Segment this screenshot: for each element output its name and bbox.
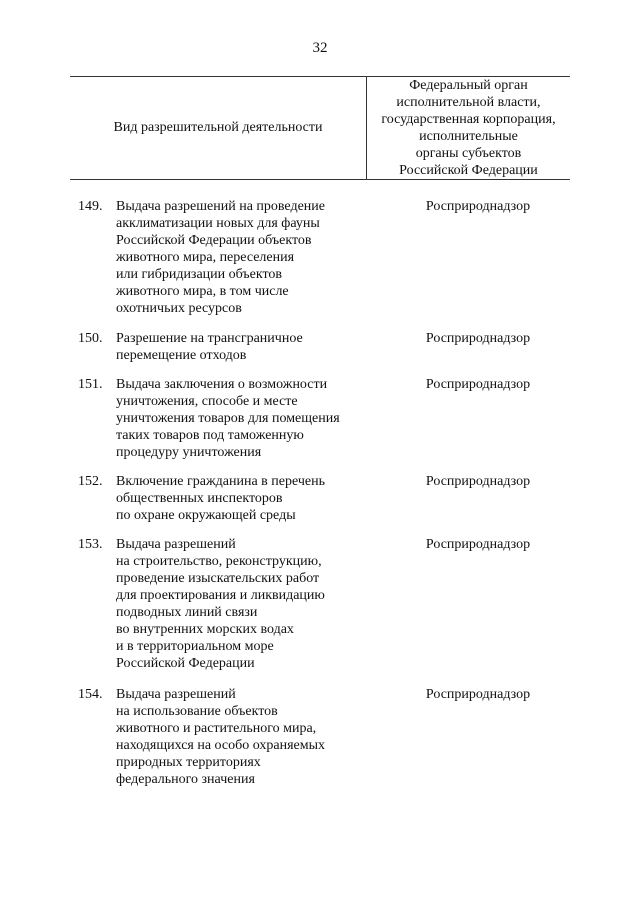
table-row: [78, 536, 578, 686]
page-number: 32: [312, 40, 328, 56]
table-row: [78, 473, 578, 536]
row-activity: Выдача заключения о возможности уничтожения, способе и месте уничтожения товаров для помещения таких товаров под таможенную процедуру уничтожения: [116, 377, 340, 460]
row-number: 151.: [78, 377, 103, 392]
row-authority: Росприроднадзор: [425, 377, 531, 392]
table-header: [70, 76, 570, 180]
table-row: [78, 376, 578, 473]
row-number: 154.: [78, 687, 103, 702]
row-number: 149.: [78, 199, 103, 214]
header-authority: [366, 77, 570, 179]
row-authority: Росприроднадзор: [425, 474, 531, 489]
table-row: [78, 686, 578, 796]
row-number: 153.: [78, 537, 103, 552]
row-activity: Выдача разрешений на проведение акклиматизации новых для фауны Российской Федерации объектов животного мира, переселения или гибридизации объектов животного мира, в том числе охотничьих ресурсов: [116, 199, 325, 316]
table-row: [78, 198, 578, 330]
row-authority: Росприроднадзор: [425, 537, 531, 552]
header-activity-type: Вид разрешительной деятельности: [113, 120, 323, 135]
row-authority: Росприроднадзор: [425, 331, 531, 346]
table-row: [78, 330, 578, 376]
table-body: [78, 198, 578, 796]
row-activity: Разрешение на трансграничное перемещение отходов: [116, 331, 303, 363]
row-activity: Выдача разрешений на использование объектов животного и растительного мира, находящихся на особо охраняемых природных территориях федерального значения: [116, 687, 326, 787]
row-authority: Росприроднадзор: [425, 687, 531, 702]
row-number: 150.: [78, 331, 103, 346]
row-activity: Выдача разрешений на строительство, реконструкцию, проведение изыскательских работ для проектирования и ликвидацию подводных линий связи во внутренних морских водах и в территориальном море Российской Федерации: [116, 537, 325, 671]
header-authority-label: Федеральный орган исполнительной власти, государственная корпорация, исполнительные органы субъектов Российской Федерации: [381, 78, 556, 178]
row-number: 152.: [78, 474, 103, 489]
row-activity: Включение гражданина в перечень общественных инспекторов по охране окружающей среды: [116, 474, 325, 523]
row-authority: Росприроднадзор: [425, 199, 531, 214]
